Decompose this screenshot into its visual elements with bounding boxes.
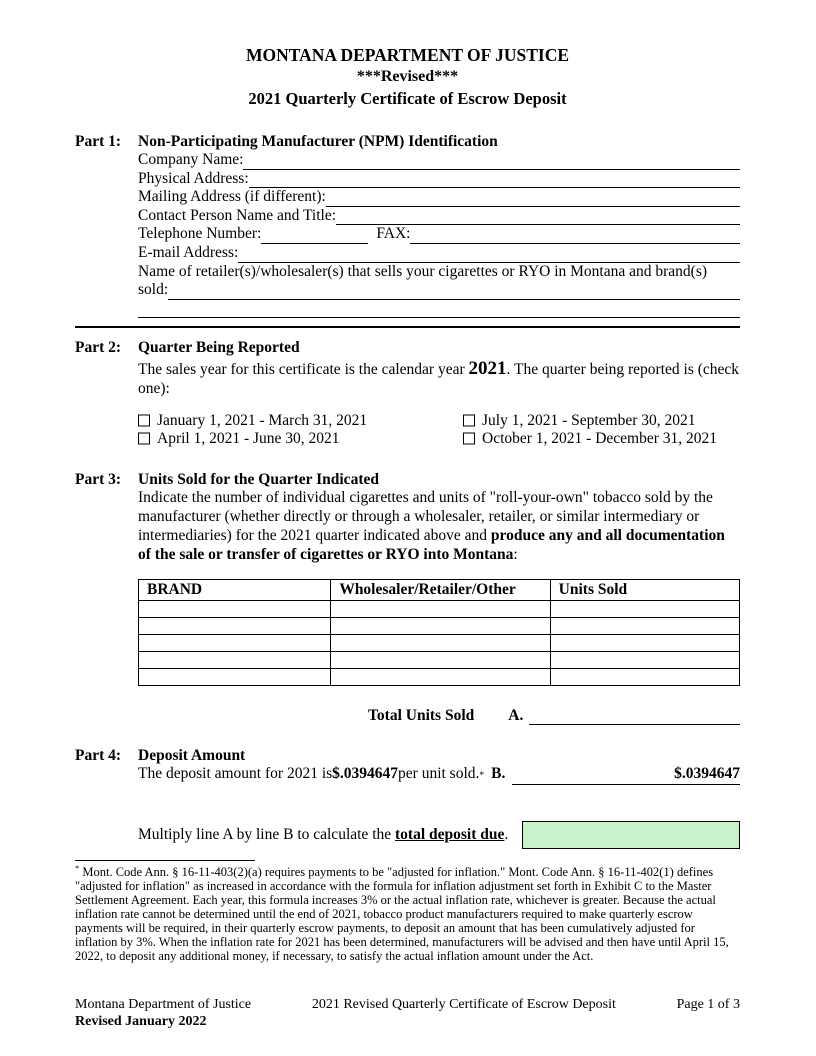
q2-checkbox[interactable] — [138, 433, 150, 445]
wholesaler-cell[interactable] — [331, 634, 550, 651]
wholesaler-cell[interactable] — [331, 668, 550, 685]
contact-person-input-line[interactable] — [336, 207, 740, 226]
q1-checkbox[interactable] — [138, 414, 150, 426]
deposit-rate-row: The deposit amount for 2021 is $.0394647 per unit sold. * B. $.0394647 — [138, 765, 740, 785]
part3-intro-bold: produce any and all documentation of the sale or transfer of cigarettes or RYO into Montana — [138, 526, 725, 563]
col-header-brand: BRAND — [139, 579, 331, 600]
document-title: MONTANA DEPARTMENT OF JUSTICE — [246, 45, 569, 65]
units-sold-cell[interactable] — [550, 600, 739, 617]
q4-checkbox[interactable] — [463, 433, 475, 445]
physical-address-input-line[interactable] — [249, 170, 740, 189]
retailer-label-line2: sold: — [138, 281, 169, 299]
quarter-option-q3[interactable] — [463, 412, 740, 431]
company-name-label: Company Name: — [138, 150, 244, 168]
revised-label: ***Revised*** — [356, 67, 459, 85]
col-header-units-sold: Units Sold — [550, 579, 739, 600]
footer-page-number: Page 1 of 3 — [676, 997, 740, 1012]
units-sold-cell[interactable] — [550, 668, 739, 685]
q3-checkbox[interactable] — [463, 414, 475, 426]
contact-person-label: Contact Person Name and Title: — [138, 206, 337, 224]
line-b-value: $.0394647 — [674, 765, 740, 783]
part1-section — [75, 133, 740, 318]
deposit-rate-value: $.0394647 — [332, 765, 399, 783]
part1-heading: Non-Participating Manufacturer (NPM) Identification — [138, 132, 498, 150]
part4-section — [75, 747, 740, 849]
footer-center: 2021 Revised Quarterly Certificate of Escrow Deposit — [311, 997, 616, 1012]
mailing-address-input-line[interactable] — [326, 188, 740, 207]
company-name-input-line[interactable] — [243, 151, 740, 170]
email-label: E-mail Address: — [138, 243, 239, 261]
part2-intro-after: . The quarter being reported is (check one): — [138, 360, 740, 397]
part3-heading: Units Sold for the Quarter Indicated — [138, 471, 379, 488]
footnote-body: Mont. Code Ann. § 16-11-403(2)(a) requires payments to be "adjusted for inflation." Mont. Code Ann. § 16-11-402(1) defines "adjusted for inflation" as increased in accordance with the formula for inflation adjustment set forth in Exhibit C to the Master Settlement Agreement. Each year, this formula increases 3% or the actual inflation rate, whichever is greater. Because the actual inflation rate cannot be determined until the end of 2021, tobacco product manufacturers required to make quarterly escrow payments will be required, in their quarterly escrow payments, to deposit an amount that has been cumulatively adjusted for inflation by 3%. When the inflation rate for 2021 has been determined, manufacturers will be advised and then have until April 15, 2022, to deposit any additional money, if necessary, to satisfy the actual inflation amount under the Act. — [75, 864, 729, 963]
wholesaler-cell[interactable] — [331, 617, 550, 634]
mailing-address-row — [138, 188, 740, 207]
part2-label: Part 2: — [75, 338, 122, 356]
telephone-fax-row — [138, 225, 740, 244]
part2-heading: Quarter Being Reported — [138, 338, 300, 356]
units-sold-cell[interactable] — [550, 617, 739, 634]
q3-label: July 1, 2021 - September 30, 2021 — [482, 411, 696, 429]
table-row — [139, 634, 740, 651]
brand-cell[interactable] — [139, 668, 331, 685]
physical-address-row — [138, 170, 740, 189]
part3-section — [75, 471, 740, 725]
brand-cell[interactable] — [139, 617, 331, 634]
contact-person-row — [138, 207, 740, 226]
telephone-label: Telephone Number: — [138, 225, 262, 243]
page-footer — [75, 997, 740, 1030]
retailer-input-line-2[interactable] — [138, 300, 740, 318]
physical-address-label: Physical Address: — [138, 169, 249, 187]
retailer-label-line1: Name of retailer(s)/wholesaler(s) that sells your cigarettes or RYO in Montana and brand(s) — [138, 262, 708, 280]
part3-intro-normal: Indicate the number of individual cigarettes and units of "roll-your-own" tobacco sold by the manufacturer (whether directly or through a wholesaler, retailer, or similar intermediary or intermediaries) for the 2021 quarter indicated above and — [138, 489, 713, 544]
total-deposit-row — [138, 821, 740, 849]
q2-label: April 1, 2021 - June 30, 2021 — [157, 430, 340, 448]
part3-intro — [138, 489, 740, 565]
part2-section — [75, 339, 740, 449]
footnote-marker: * — [75, 862, 80, 873]
brand-cell[interactable] — [139, 634, 331, 651]
units-sold-cell[interactable] — [550, 634, 739, 651]
company-name-row — [138, 151, 740, 170]
table-header-row — [139, 579, 740, 600]
q4-label: October 1, 2021 - December 31, 2021 — [482, 430, 718, 448]
table-row — [139, 600, 740, 617]
total-deposit-due-label: total deposit due — [395, 825, 505, 843]
wholesaler-cell[interactable] — [331, 600, 550, 617]
table-row — [139, 617, 740, 634]
line-a-label: A. — [508, 706, 524, 724]
part2-intro-before: The sales year for this certificate is the calendar year — [138, 360, 469, 378]
document-header — [75, 44, 740, 109]
total-units-input-line[interactable] — [529, 707, 740, 726]
fax-input-line[interactable] — [410, 225, 740, 244]
part3-label: Part 3: — [75, 471, 122, 488]
brand-cell[interactable] — [139, 600, 331, 617]
document-subtitle: 2021 Quarterly Certificate of Escrow Deposit — [248, 88, 567, 108]
q1-label: January 1, 2021 - March 31, 2021 — [157, 411, 368, 429]
footnote — [75, 860, 740, 963]
section-divider — [75, 326, 740, 328]
footer-revised: Revised January 2022 — [75, 1014, 207, 1030]
total-units-label: Total Units Sold — [368, 706, 475, 724]
part4-heading: Deposit Amount — [138, 747, 246, 765]
fax-label: FAX: — [376, 225, 411, 243]
line-b-value-line — [512, 765, 740, 785]
quarter-option-q2[interactable] — [138, 430, 463, 449]
deposit-text-before: The deposit amount for 2021 is — [138, 765, 333, 783]
part4-label: Part 4: — [75, 747, 122, 765]
multiply-instruction — [138, 826, 508, 845]
retailer-sold-row — [138, 281, 740, 300]
email-input-line[interactable] — [238, 244, 740, 263]
quarter-option-q1[interactable] — [138, 412, 463, 431]
units-sold-table — [138, 579, 740, 686]
part3-intro-end: : — [513, 545, 518, 563]
mailing-address-label: Mailing Address (if different): — [138, 188, 326, 206]
brand-cell[interactable] — [139, 651, 331, 668]
footnote-divider — [75, 860, 255, 861]
part1-label: Part 1: — [75, 132, 122, 150]
quarter-option-q4[interactable] — [463, 430, 740, 449]
email-row — [138, 244, 740, 263]
retailer-extra-row — [138, 300, 740, 318]
footer-left: Montana Department of Justice — [75, 997, 252, 1012]
total-units-row — [138, 707, 740, 726]
deposit-text-after: per unit sold. — [398, 765, 480, 783]
quarter-options — [138, 412, 740, 449]
part2-intro — [138, 357, 740, 399]
col-header-wholesaler: Wholesaler/Retailer/Other — [331, 579, 550, 600]
table-row — [139, 651, 740, 668]
total-deposit-input-box[interactable] — [522, 821, 740, 849]
multiply-text-before: Multiply line A by line B to calculate the — [138, 825, 395, 843]
table-row — [139, 668, 740, 685]
wholesaler-cell[interactable] — [331, 651, 550, 668]
part2-intro-year: 2021 — [468, 357, 507, 379]
multiply-text-end: . — [504, 825, 509, 843]
retailer-input-line[interactable] — [168, 281, 740, 300]
line-b-label: B. — [491, 765, 506, 783]
footnote-text — [75, 862, 740, 963]
telephone-input-line[interactable] — [261, 225, 368, 244]
units-sold-cell[interactable] — [550, 651, 739, 668]
